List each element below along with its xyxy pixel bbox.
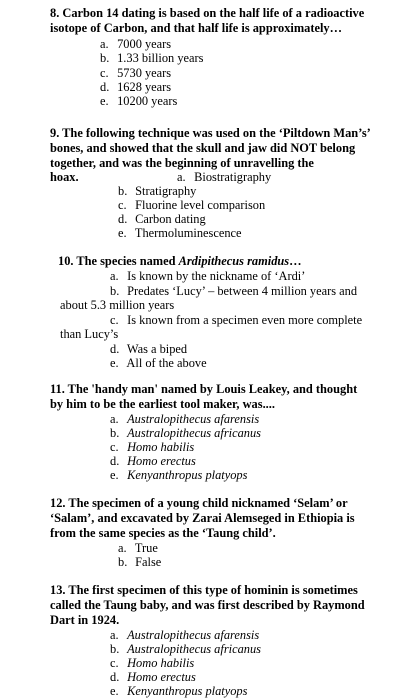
question-9-option-a[interactable]: a. Biostratigraphy [177, 170, 272, 184]
question-13-option-c[interactable]: c. Homo habilis [110, 656, 195, 670]
question-10-option-b-continuation: about 5.3 million years [60, 298, 175, 312]
question-10-option-d[interactable]: d. Was a biped [110, 342, 188, 356]
question-11-option-e[interactable]: e. Kenyanthropus platyops [110, 468, 248, 482]
question-11-option-c[interactable]: c. Homo habilis [110, 440, 195, 454]
question-12-option-a[interactable]: a. True [118, 541, 158, 555]
question-9-stem-line-3: together, and was the beginning of unravelling the [50, 156, 314, 170]
question-12-stem-line-2: ‘Salam’, and excavated by Zarai Alemseged in Ethiopia is [50, 511, 355, 525]
question-9-option-e[interactable]: e. Thermoluminescence [118, 226, 242, 240]
question-9-stem-line-4: hoax. [50, 170, 79, 184]
question-9-stem-line-2: bones, and showed that the skull and jaw did NOT belong [50, 141, 356, 155]
question-11-option-d[interactable]: d. Homo erectus [110, 454, 196, 468]
question-12-option-b[interactable]: b. False [118, 555, 162, 569]
question-10-stem: 10. The species named Ardipithecus ramidus… [58, 254, 302, 268]
question-13-stem-line-2: called the Taung baby, and was first described by Raymond [50, 598, 365, 612]
question-11-option-a[interactable]: a. Australopithecus afarensis [110, 412, 260, 426]
question-9-option-c[interactable]: c. Fluorine level comparison [118, 198, 266, 212]
question-8-option-c[interactable]: c. 5730 years [100, 66, 172, 80]
question-8-option-d[interactable]: d. 1628 years [100, 80, 172, 94]
question-10-option-a[interactable]: a. Is known by the nickname of ‘Ardi’ [110, 269, 306, 283]
question-8-option-b[interactable]: b. 1.33 billion years [100, 51, 204, 65]
question-13-option-e[interactable]: e. Kenyanthropus platyops [110, 684, 248, 698]
question-13-stem-line-3: Dart in 1924. [50, 613, 120, 627]
question-12-stem-line-3: from the same species as the ‘Taung child’. [50, 526, 276, 540]
question-10-option-c-continuation: than Lucy’s [60, 327, 119, 341]
question-10-option-b[interactable]: b. Predates ‘Lucy’ – between 4 million years and [110, 284, 358, 298]
question-9-option-b[interactable]: b. Stratigraphy [118, 184, 197, 198]
question-9-option-d[interactable]: d. Carbon dating [118, 212, 206, 226]
question-13-option-b[interactable]: b. Australopithecus africanus [110, 642, 261, 656]
question-13-stem-line-1: 13. The first specimen of this type of hominin is sometimes [50, 583, 358, 597]
question-11-stem-line-2: by him to be the earliest tool maker, was.... [50, 397, 275, 411]
question-11-stem-line-1: 11. The 'handy man' named by Louis Leakey, and thought [50, 382, 358, 396]
question-8-option-a[interactable]: a. 7000 years [100, 37, 172, 51]
question-13-option-d[interactable]: d. Homo erectus [110, 670, 196, 684]
question-11-option-b[interactable]: b. Australopithecus africanus [110, 426, 261, 440]
question-10-option-e[interactable]: e. All of the above [110, 356, 207, 370]
question-13-option-a[interactable]: a. Australopithecus afarensis [110, 628, 260, 642]
question-10-option-c[interactable]: c. Is known from a specimen even more complete [110, 313, 363, 327]
question-8-option-e[interactable]: e. 10200 years [100, 94, 178, 108]
question-9-stem-line-1: 9. The following technique was used on the ‘Piltdown Man’s’ [50, 126, 371, 140]
question-8-stem-line-2: isotope of Carbon, and that half life is approximately… [50, 21, 342, 35]
question-12-stem-line-1: 12. The specimen of a young child nicknamed ‘Selam’ or [50, 496, 348, 510]
question-8-stem-line-1: 8. Carbon 14 dating is based on the half life of a radioactive [50, 6, 365, 20]
